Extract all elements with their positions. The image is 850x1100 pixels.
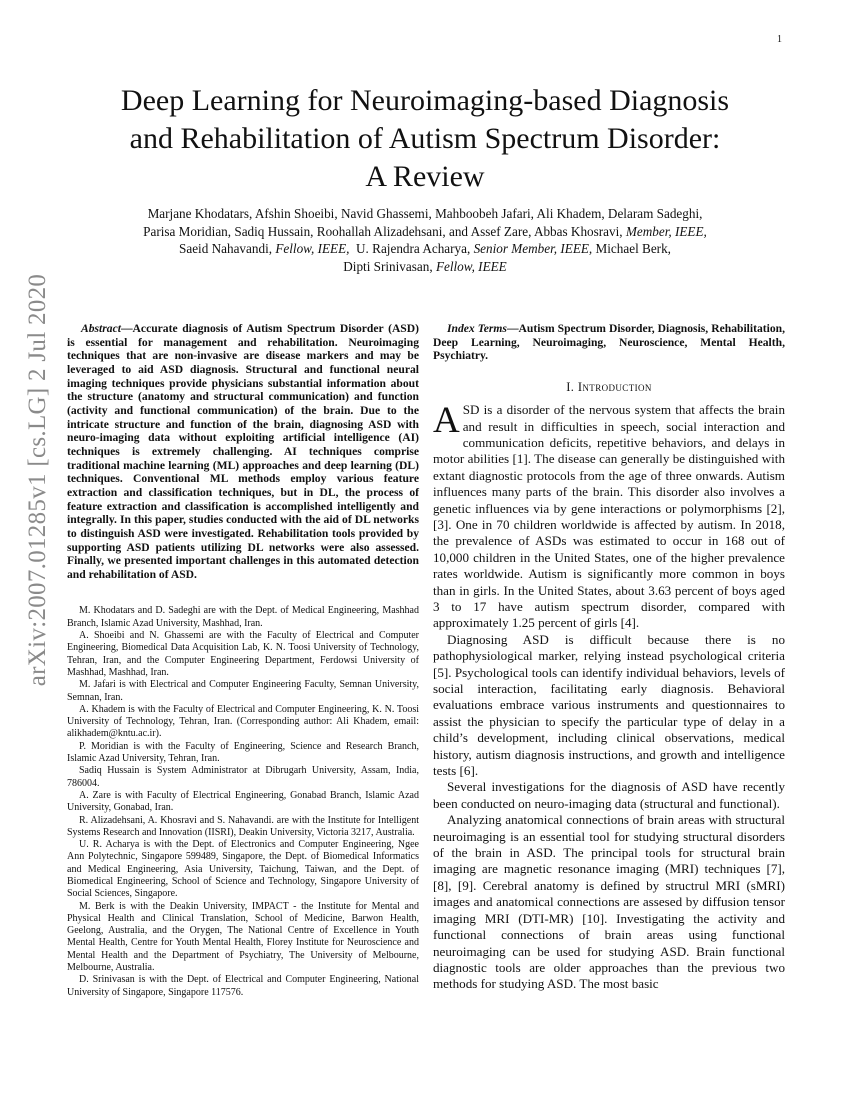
author-line: Dipti Srinivasan, Fellow, IEEE — [343, 258, 507, 274]
affiliation-note: A. Khadem is with the Faculty of Electrical and Computer Engineering, K. N. Toosi University of Technology, Tehran, Iran. (Corresponding author: Ali Khadem, email: alikhadem@kntu.ac.ir). — [67, 703, 419, 740]
affiliation-note: A. Shoeibi and N. Ghassemi are with the Faculty of Electrical and Computer Engineering, Biomedical Data Acquisition Lab, K. N. Toosi University of Technology, Tehran, Iran, and the Computer Engineering Department, Ferdowsi University of Mashhad, Mashhad, Iran. — [67, 630, 419, 678]
membership-grade: Member, IEEE, — [625, 223, 707, 239]
section-title: Introduction — [577, 380, 652, 395]
affiliation-note: M. Jafari is with Electrical and Computer Engineering Faculty, Semnan University, Semnan, Iran. — [67, 679, 419, 703]
title-line: and Rehabilitation of Autism Spectrum Disorder: — [129, 122, 721, 155]
abstract-label: Abstract — [81, 322, 121, 335]
body-paragraph: ASD is a disorder of the nervous system that affects the brain and result in difficulties in speech, social interaction and communication deficits, repetitive behaviors, and delays in motor abilities [1]. The disease can generally be distinguished with extant diagnostic protocols from the age of three onwards. Autism influences many parts of the brain. This disorder also involves a genetic influences via by gene interactions or polymorphisms [2], [3]. One in 70 children worldwide is affected by autism. In 2018, the prevalence of ASDs was estimated to occur in 168 out of 10,000 children in the United States, one of the higher prevalence rates worldwide. Autism is significantly more common in boys than in girls. In the United States, about 3.63 percent of boys aged 3 to 17 have autism spectrum disorder, compared with approximately 1.25 percent of girls [4]. — [433, 400, 785, 631]
membership-grade: Fellow, IEEE — [435, 258, 507, 274]
abstract: Abstract—Accurate diagnosis of Autism Spectrum Disorder (ASD) is essential for management and rehabilitation. Neuroimaging techniques that are non-invasive are disease markers and may be leveraged to aid ASD diagnosis. Structural and functional neural imaging techniques provide physicians substantial information about the structure (anatomy and structural communication) and function (activity and functional communication) of the brain. Due to the intricate structure and function of the brain, diagnosing ASD with neuro-imaging data without exploiting artificial intelligence (AI) techniques is extremely challenging. AI techniques comprise traditional machine learning (ML) approaches and deep learning (DL) techniques. Conventional ML methods employ various feature extraction and classification techniques, but in DL, the process of feature extraction and classification is accomplished intelligently and integrally. In this paper, studies conducted with the aid of DL networks to distinguish ASD were investigated. Rehabilitation tools provided by supporting ASD patients utilizing DL networks were also assessed. Finally, we presented important challenges in this automated detection and rehabilitation of ASD. — [67, 322, 419, 581]
affiliation-note: P. Moridian is with the Faculty of Engineering, Science and Research Branch, Islamic Azad University, Tehran, Iran. — [67, 740, 419, 765]
affiliation-note: U. R. Acharya is with the Dept. of Electronics and Computer Engineering, Ngee Ann Polytechnic, Singapore 599489, Singapore, the Dept. of Biomedical Informatics and Medical Engineering, Asia University, Taichung, Taiwan, and the Dept. of Biomedical Engineering, School of Science and Technology, Singapore University of Social Sciences, Singapore. — [67, 839, 419, 900]
index-terms-text: Autism Spectrum Disorder, Diagnosis, Rehabilitation, Deep Learning, Neuroimaging, Neuroscience, Mental Health, Psychiatry. — [433, 322, 785, 363]
author-line: Marjane Khodatars, Afshin Shoeibi, Navid Ghassemi, Mahboobeh Jafari, Ali Khadem, Delaram Sadeghi, — [147, 206, 703, 221]
affiliation-note: D. Srinivasan is with the Dept. of Electrical and Computer Engineering, National University of Singapore, Singapore 117576. — [67, 974, 419, 998]
index-terms-label: Index Terms — [447, 322, 507, 335]
membership-grade: Fellow, IEEE, — [275, 241, 350, 256]
section-number: I. — [566, 380, 575, 395]
introduction-body — [433, 402, 785, 993]
author-line: Saeid Nahavandi, Fellow, IEEE, U. Rajendra Acharya, Senior Member, IEEE, Michael Berk, — [179, 241, 671, 256]
affiliation-note: R. Alizadehsani, A. Khosravi and S. Nahavandi. are with the Institute for Intelligent Systems Research and Innovation (IISRI), Deakin University, Victoria 3217, Australia. — [67, 814, 419, 838]
index-terms: Index Terms—Autism Spectrum Disorder, Diagnosis, Rehabilitation, Deep Learning, Neuroimaging, Neuroscience, Mental Health, Psychiatry. — [433, 322, 785, 363]
body-paragraph: Several investigations for the diagnosis of ASD have recently been conducted on neuro-imaging data (structural and functional). — [433, 779, 785, 811]
section-heading-introduction — [433, 380, 785, 395]
right-column — [433, 322, 785, 993]
paper-title — [70, 82, 780, 196]
drop-cap: A — [433, 400, 460, 442]
author-list — [70, 205, 780, 275]
abstract-text: Accurate diagnosis of Autism Spectrum Disorder (ASD) is essential for management and rehabilitation. Neuroimaging techniques that are non-invasive are disease markers and may be leveraged to aid ASD diagnosis. Structural and functional neural imaging techniques provide physicians substantial information about the structure (anatomy and structural communication) and function (activity and functional communication) of the brain. Due to the intricate structure and function of the brain, diagnosing ASD with neuro-imaging data without exploiting artificial intelligence (AI) techniques is extremely challenging. AI techniques comprise traditional machine learning (ML) approaches and deep learning (DL) techniques. Conventional ML methods employ various feature extraction and classification techniques, but in DL, the process of feature extraction and classification is accomplished intelligently and integrally. In this paper, studies conducted with the aid of DL networks to distinguish ASD were investigated. Rehabilitation tools provided by supporting ASD patients utilizing DL networks were also assessed. Finally, we presented important challenges in this automated detection and rehabilitation of ASD. — [67, 322, 419, 581]
left-column — [67, 322, 419, 999]
body-paragraph: Diagnosing ASD is difficult because there is no pathophysiological marker, relying instead psychological criteria [5]. Psychological tools can identify individual behaviors, levels of social interaction, facilitating early diagnosis. Behavioral evaluations embrace various instruments and questionnaires to assist the physician to specify the particular type of delay in a child’s development, including clinical observations, medical history, autism diagnosis instructions, and growth and intelligence tests [6]. — [433, 631, 785, 779]
arxiv-identifier-stamp: arXiv:2007.01285v1 [cs.LG] 2 Jul 2020 — [24, 273, 51, 687]
affiliation-note: M. Khodatars and D. Sadeghi are with the Dept. of Medical Engineering, Mashhad Branch, Islamic Azad University, Mashhad, Iran. — [67, 605, 419, 629]
membership-grade: Senior Member, IEEE, — [473, 241, 593, 256]
affiliation-note: A. Zare is with Faculty of Electrical Engineering, Gonabad Branch, Islamic Azad University, Gonabad, Iran. — [67, 789, 419, 814]
body-paragraph: Analyzing anatomical connections of brain areas with structural neuroimaging is an essential tool for studying structural disorders of the brain in ASD. The principal tools for structural brain imaging are magnetic resonance imaging (MRI) techniques [7], [8], [9]. Cerebral anatomy is defined by structrul MRI (sMRI) images and anatomical connections are assesed by diffusion tensor imaging MRI (DTI-MR) [10]. Investigating the activity and functional connections of brain areas using functional neuroimaging can be used for studying ASD. Brain functional diagnostic tools are older approaches than the previous two methods for studying ASD. The most basic — [433, 812, 785, 992]
page-number: 1 — [777, 34, 782, 45]
affiliation-note: M. Berk is with the Deakin University, IMPACT - the Institute for Mental and Physical Health and Clinical Translation, School of Medicine, Barwon Health, Geelong, Australia, and the Orygen, The National Centre of Excellence in Youth Mental Health, Centre for Youth Mental Health, Florey Institute for Neuroscience and Mental Health and the Department of Psychiatry, The University of Melbourne, Melbourne, Australia. — [67, 900, 419, 974]
title-line: Deep Learning for Neuroimaging-based Diagnosis — [120, 84, 730, 117]
affiliation-note: Sadiq Hussain is System Administrator at Dibrugarh University, Assam, India, 786004. — [67, 765, 419, 789]
title-line: A Review — [365, 160, 485, 193]
author-line: Parisa Moridian, Sadiq Hussain, Roohallah Alizadehsani, and Assef Zare, Abbas Khosravi, Member, IEEE, — [143, 223, 707, 239]
author-affiliations — [67, 605, 419, 999]
